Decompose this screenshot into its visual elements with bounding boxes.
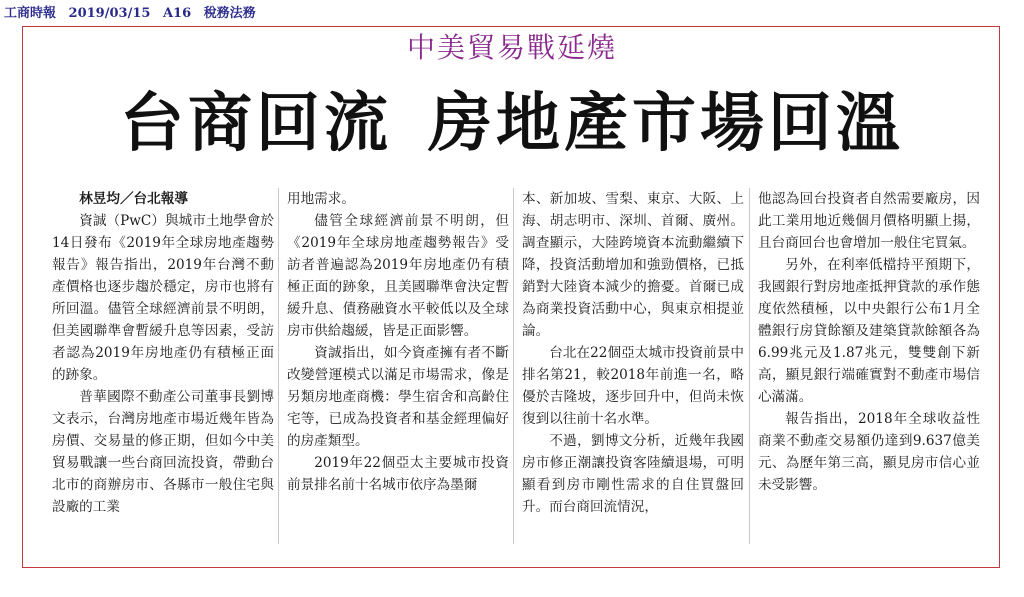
byline: 林昱均／台北報導 [79,191,188,207]
paper-name: 工商時報 [4,6,57,21]
paragraph: 儘管全球經濟前景不明朗，但《2019年全球房地產趨勢報告》受訪者普遍認為2019年房地產仍有積極正面的跡象，且美國聯準會決定暫緩升息、債務融資水平較低以及全球房市供給趨緩，皆是正面影響。 [287,213,509,339]
page-number: A16 [162,6,192,21]
headline [0,84,1024,164]
paragraph: 本、新加坡、雪梨、東京、大阪、上海、胡志明市、深圳、首爾、廣州。調查顯示，大陸跨境資本流動繼續下降，投資活動增加和強勁價格，已抵銷對大陸資本減少的擔憂。首爾已成為商業投資活動中心，與東京相提並論。 [522,191,744,339]
kicker-row [0,30,1024,70]
paragraph: 資誠指出，如今資產擁有者不斷改變營運模式以滿足市場需求，像是另類房地產商機：學生宿舍和高齡住宅等，已成為投資者和基金經理偏好的房產類型。 [287,345,509,449]
article-column-4 [758,188,980,496]
article-column-3 [522,188,744,518]
paragraph: 他認為回台投資者自然需要廠房，因此工業用地近幾個月價格明顯上揚，且台商回台也會增加一般住宅買氣。 [758,191,980,251]
paragraph: 台北在22個亞太城市投資前景中排名第21，較2018年前進一名，略優於吉隆坡，逐步回升中，但尚未恢復到以往前十名水準。 [522,345,744,427]
article-column-1 [52,188,274,518]
paragraph: 不過，劉博文分析，近幾年我國房市修正潮讓投資客陸續退場，可明顯看到房市剛性需求的自住買盤回升。而台商回流情況， [522,433,744,515]
publication-date: 2019/03/15 [68,6,151,21]
paragraph: 用地需求。 [287,191,355,207]
paragraph: 普華國際不動產公司董事長劉博文表示，台灣房地產市場近幾年皆為房價、交易量的修正期，但如今中美貿易戰讓一些台商回流投資，帶動台北市的商辦房市、各縣市一般住宅與設廠的工業 [52,389,274,515]
article-body [0,188,1024,548]
paragraph: 2019年22個亞太主要城市投資前景排名前十名城市依序為墨爾 [287,455,509,493]
publication-header [4,2,264,20]
kicker-title: 中美貿易戰延燒 [391,30,633,66]
paragraph: 報告指出，2018年全球收益性商業不動產交易額仍達到9.637億美元、為歷年第三高，顯見房市信心並未受影響。 [758,411,980,493]
headline-part1: 台商回流 [120,87,392,161]
article-column-2 [287,188,509,496]
paragraph: 另外，在利率低檔持平預期下，我國銀行對房地產抵押貸款的承作態度依然積極，以中央銀行公布1月全體銀行房貸餘額及建築貸款餘額各為6.99兆元及1.87兆元，雙雙創下新高，顯見銀行端確實對不動產市場信心滿滿。 [758,257,980,405]
paragraph: 資誠（PwC）與城市土地學會於14日發布《2019年全球房地產趨勢報告》報告指出，2019年台灣不動產價格也逐步趨於穩定，房市也將有所回溫。儘管全球經濟前景不明朗，但美國聯準會暫緩升息等因素，受訪者認為2019年房地產仍有積極正面的跡象。 [52,213,274,383]
section-name: 稅務法務 [203,6,256,21]
headline-part2: 房地產市場回溫 [428,87,904,161]
